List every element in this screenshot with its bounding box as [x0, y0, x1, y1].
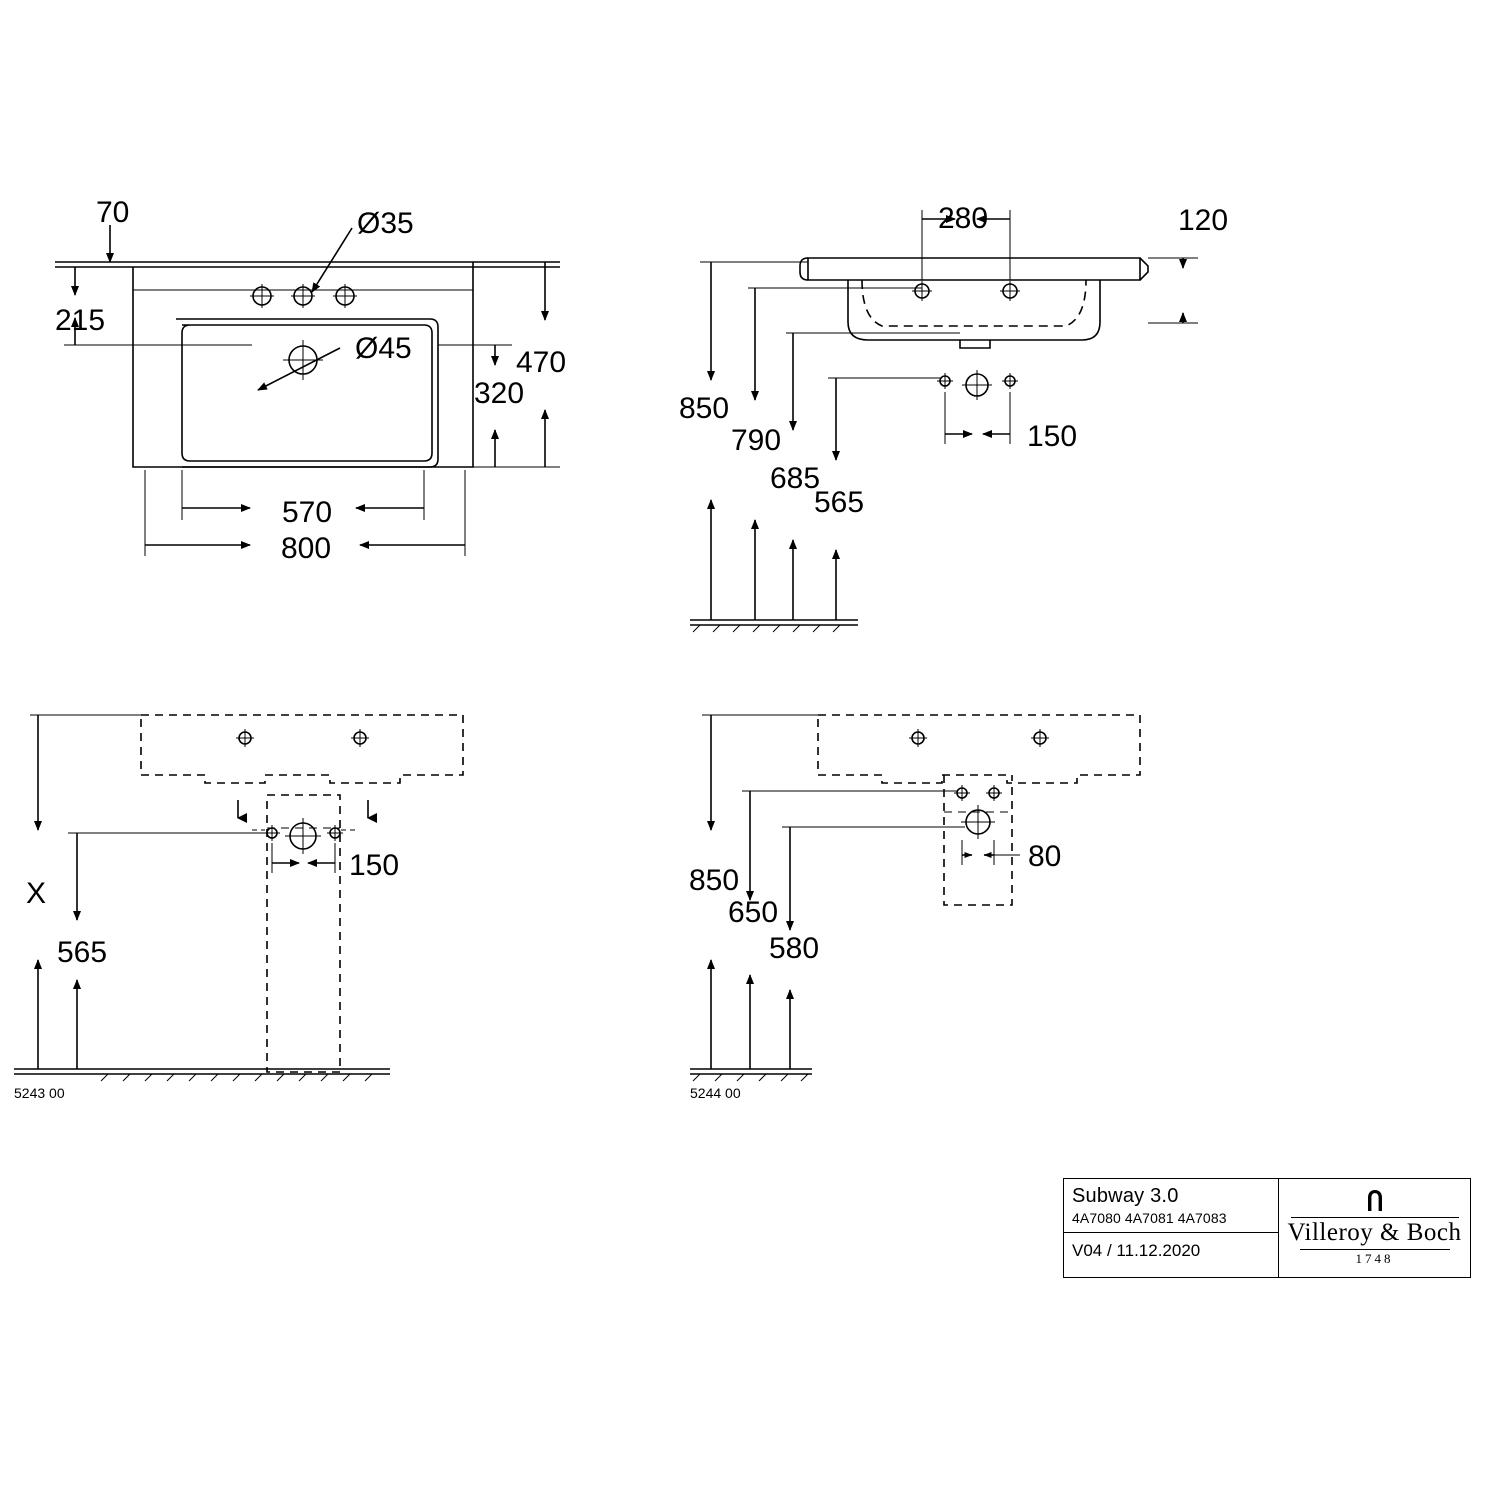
dim-dia45-leader — [258, 348, 340, 390]
front-view-left-geometry — [141, 715, 463, 1072]
view-code-5244: 5244 00 — [690, 1085, 741, 1101]
dim-label-x: X — [26, 877, 47, 910]
front-view-right-top-holes — [909, 729, 1049, 747]
product-title: Subway 3.0 — [1072, 1185, 1179, 1207]
dim-label-dia35: Ø35 — [357, 207, 414, 240]
dim-label-800: 800 — [281, 532, 332, 565]
side-view-geometry — [800, 258, 1148, 348]
dim-label-565-front-left: 565 — [57, 936, 108, 969]
dim-label-580: 580 — [769, 932, 820, 965]
dim-label-dia45: Ø45 — [355, 332, 412, 365]
title-block-divider — [1064, 1232, 1278, 1233]
logo-rule-bottom — [1300, 1249, 1450, 1250]
dim-label-80: 80 — [1028, 840, 1062, 873]
dim-label-120: 120 — [1178, 204, 1229, 237]
dim-label-685-side: 685 — [770, 462, 821, 495]
dim-label-320: 320 — [474, 377, 525, 410]
dim-650-front-right — [742, 791, 958, 1069]
title-block-info — [1064, 1179, 1279, 1277]
dim-label-850-front-right: 850 — [689, 864, 740, 897]
view-code-5243: 5243 00 — [14, 1085, 65, 1101]
front-view-left-holes — [238, 800, 368, 854]
article-codes: 4A7080 4A7081 4A7083 — [1072, 1210, 1227, 1226]
dim-label-850-side: 850 — [679, 392, 730, 425]
dim-label-70: 70 — [96, 196, 130, 229]
dim-label-565-side: 565 — [814, 486, 865, 519]
side-view-tap-holes — [912, 281, 1020, 301]
front-view-left-floor-line — [14, 1069, 390, 1081]
logo-rule-top — [1291, 1217, 1459, 1218]
dim-label-790-side: 790 — [731, 424, 782, 457]
brand-name: Villeroy & Boch — [1287, 1219, 1462, 1246]
dim-label-280: 280 — [938, 202, 989, 235]
title-block-brand — [1279, 1179, 1470, 1277]
drawing-version: V04 / 11.12.2020 — [1072, 1241, 1201, 1260]
dim-label-150-side: 150 — [1027, 420, 1078, 453]
dim-x-front-left — [30, 715, 141, 1069]
dim-label-150-front-left: 150 — [349, 849, 400, 882]
dim-dia35-leader — [312, 228, 352, 292]
dim-label-570: 570 — [282, 496, 333, 529]
dim-label-470: 470 — [516, 346, 567, 379]
title-block — [1063, 1178, 1471, 1278]
side-view-connection-holes — [937, 370, 1018, 400]
brand-year: 1748 — [1355, 1251, 1394, 1266]
side-view-floor-line — [690, 620, 858, 632]
front-view-right-floor-line — [690, 1069, 812, 1081]
dim-label-650: 650 — [728, 896, 779, 929]
villeroy-boch-mark-icon — [1355, 1187, 1395, 1215]
dim-label-215: 215 — [55, 304, 106, 337]
dim-120 — [1148, 258, 1198, 323]
front-view-left-top-holes — [236, 729, 369, 747]
dim-70 — [101, 225, 133, 262]
top-view-tap-holes — [250, 284, 357, 308]
